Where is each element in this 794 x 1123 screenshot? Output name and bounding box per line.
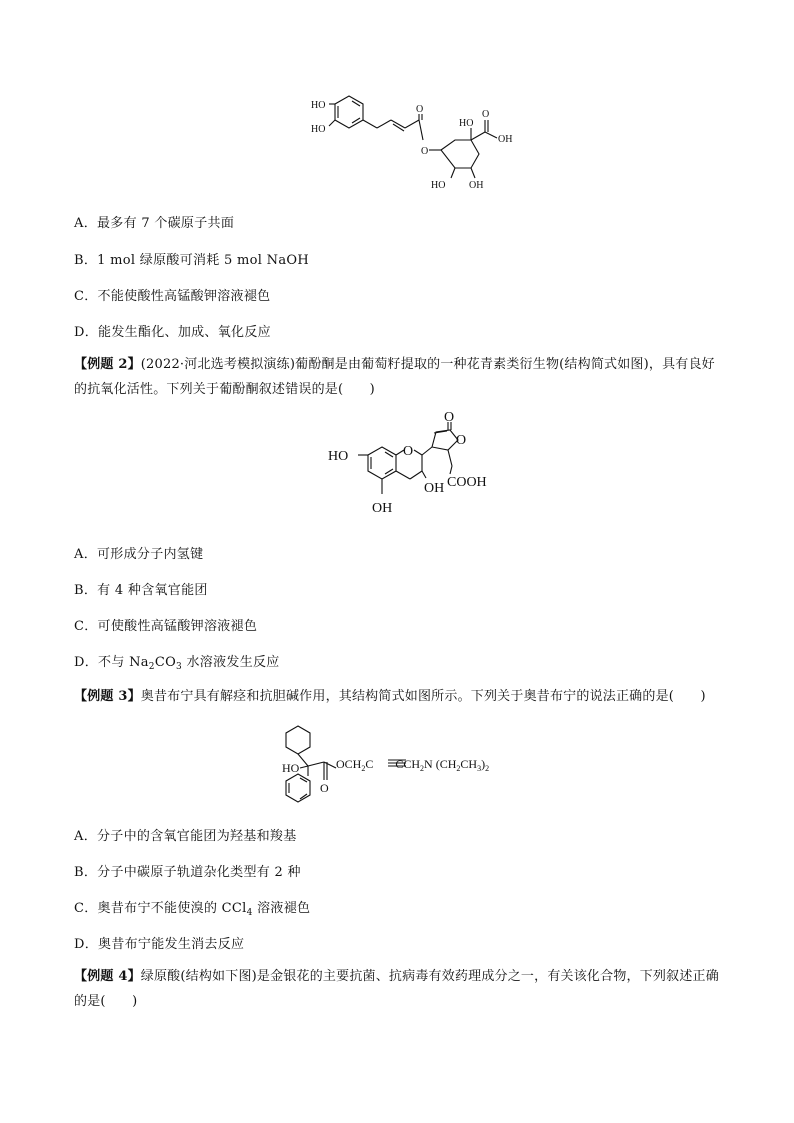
q1-option-c[interactable]: C．不能使酸性高锰酸钾溶液褪色 — [74, 289, 271, 304]
q3-structure — [282, 722, 552, 808]
q2-cooh: COOH — [447, 475, 487, 490]
q3-carbonyl-o: O — [320, 781, 329, 795]
q2-carbonyl-o: O — [444, 412, 455, 425]
q3-chain: $OCH_2C$ $CCH_2N$ $(CH_2CH_3)_2$ — [336, 757, 490, 773]
struct1-cooh-o: O — [482, 109, 490, 120]
q2-option-c[interactable]: C．可使酸性高锰酸钾溶液褪色 — [74, 619, 258, 634]
q2-option-b[interactable]: B．有 4 种含氧官能团 — [74, 583, 208, 598]
q3-stem — [74, 684, 724, 709]
struct1-ho-bottom: HO — [311, 124, 326, 135]
struct1-ho-quat: HO — [459, 118, 474, 129]
q3-option-a[interactable]: A．分子中的含氧官能团为羟基和羧基 — [74, 829, 297, 844]
q2-lactone-o: O — [456, 433, 467, 448]
q4-text: 绿原酸(结构如下图)是金银花的主要抗菌、抗病毒有效药理成分之一，有关该化合物，下列叙述正确的是( ) — [74, 969, 719, 1009]
q2-tag: 【例题 2】 — [74, 357, 141, 372]
struct1-ho-top: HO — [311, 100, 326, 111]
struct1-ho-bottom-left: HO — [431, 180, 446, 191]
q2-option-d[interactable]: D．不与 $Na_2CO_3$ 水溶液发生反应 — [74, 655, 280, 672]
q3-option-d[interactable]: D．奥昔布宁能发生消去反应 — [74, 937, 245, 952]
struct1-cooh-oh: OH — [498, 134, 513, 145]
q2-structure — [322, 412, 502, 522]
q2-oh-bottom: OH — [372, 501, 393, 516]
q2-option-a[interactable]: A．可形成分子内氢键 — [74, 547, 204, 562]
q4-stem — [74, 964, 724, 1014]
q2-oh-mid: OH — [424, 481, 445, 496]
q2-ring-o: O — [403, 444, 414, 459]
q1-option-b[interactable]: B．1 mol 绿原酸可消耗 5 mol NaOH — [74, 253, 310, 268]
q2-stem — [74, 352, 724, 402]
struct1-carbonyl-o: O — [416, 104, 424, 115]
q3-ho: HO — [282, 761, 300, 775]
q4-tag: 【例题 4】 — [74, 969, 141, 984]
q3-option-b[interactable]: B．分子中碳原子轨道杂化类型有 2 种 — [74, 865, 301, 880]
q1-option-a[interactable]: A．最多有 7 个碳原子共面 — [74, 216, 235, 231]
q3-option-c[interactable]: C．奥昔布宁不能使溴的 CCl$_4$ 溶液褪色 — [74, 901, 311, 918]
q2-text: (2022·河北选考模拟演练)葡酚酮是由葡萄籽提取的一种花青素类衍生物(结构简式如图)，具有良好的抗氧化活性。下列关于葡酚酮叙述错误的是( ) — [74, 357, 715, 397]
q3-text: 奥昔布宁具有解痉和抗胆碱作用，其结构简式如图所示。下列关于奥昔布宁的说法正确的是( ) — [140, 689, 706, 704]
chlorogenic-acid-structure — [305, 92, 535, 197]
struct1-oh-bottom-right: OH — [469, 180, 484, 191]
q2-ho-left: HO — [328, 449, 349, 464]
q3-tag: 【例题 3】 — [74, 689, 141, 704]
q1-option-d[interactable]: D．能发生酯化、加成、氧化反应 — [74, 325, 271, 340]
struct1-ester-o: O — [421, 146, 429, 157]
